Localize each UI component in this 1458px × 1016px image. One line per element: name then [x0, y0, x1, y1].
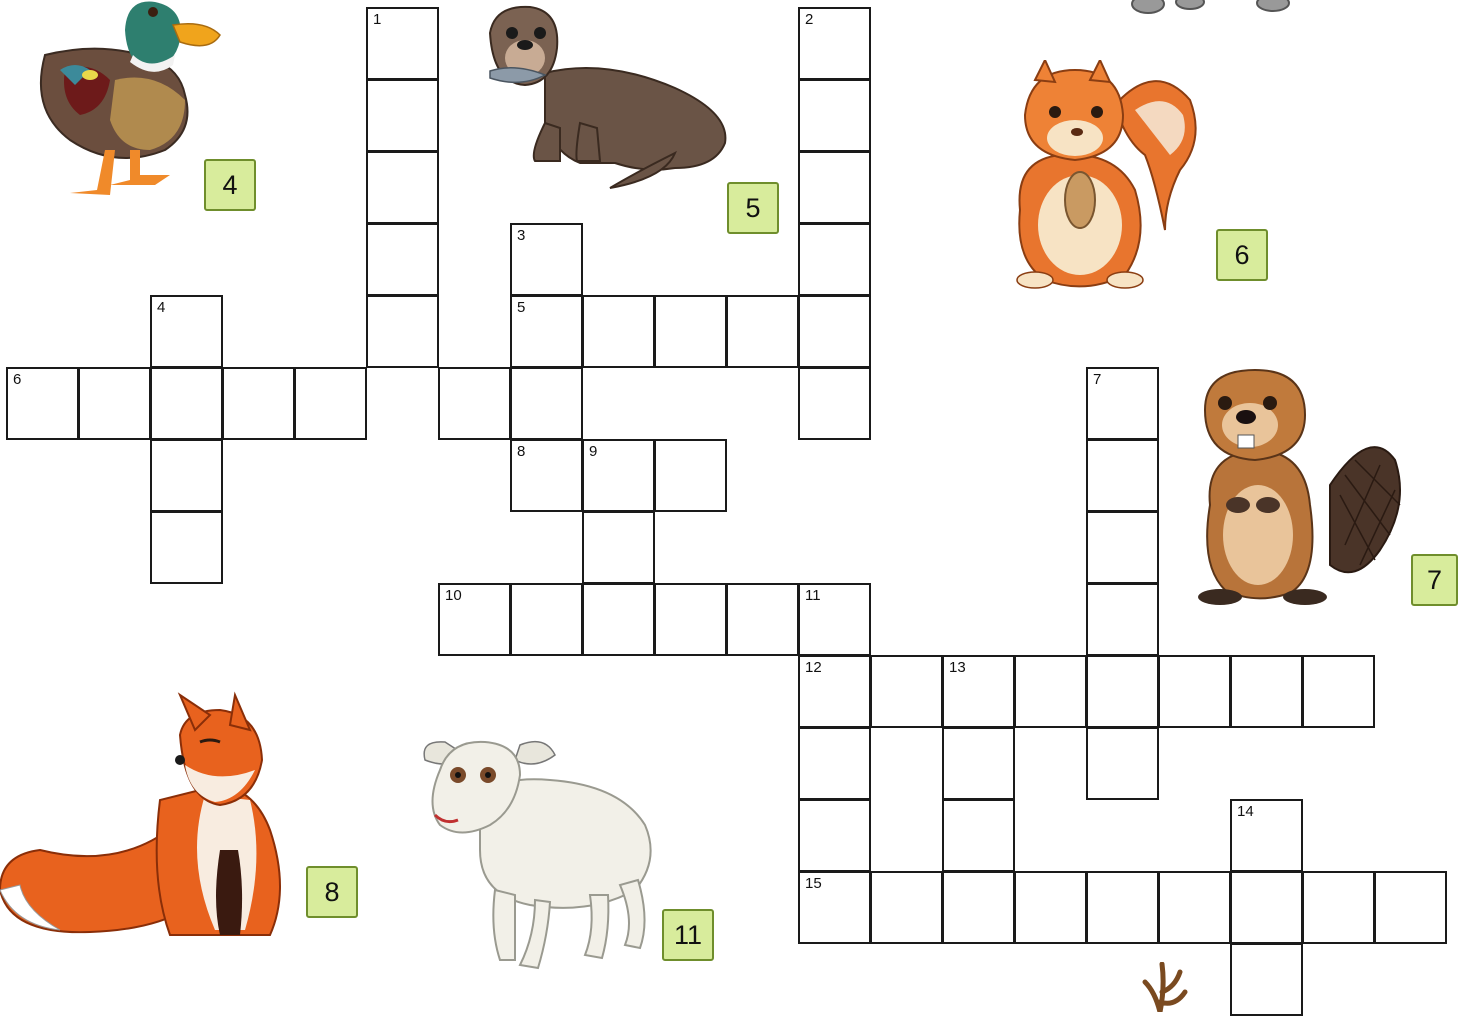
grid-cell[interactable]: [798, 367, 871, 440]
grid-cell[interactable]: [150, 511, 223, 584]
clue-number: 6: [13, 371, 22, 388]
grid-cell[interactable]: [1014, 871, 1087, 944]
grid-cell[interactable]: [798, 655, 871, 728]
grid-cell[interactable]: [438, 367, 511, 440]
grid-cell[interactable]: [798, 7, 871, 80]
grid-cell[interactable]: [1302, 655, 1375, 728]
grid-cell[interactable]: [582, 295, 655, 368]
clue-number: 15: [805, 875, 822, 892]
clue-number: 11: [805, 587, 821, 604]
clue-number: 2: [805, 11, 814, 28]
clue-number: 3: [517, 227, 526, 244]
grid-cell[interactable]: [510, 583, 583, 656]
grid-cell[interactable]: [942, 727, 1015, 800]
grid-cell[interactable]: [150, 367, 223, 440]
grid-cell[interactable]: [870, 655, 943, 728]
grid-cell[interactable]: [798, 295, 871, 368]
grid-cell[interactable]: [726, 295, 799, 368]
grid-cell[interactable]: [1086, 583, 1159, 656]
grid-cell[interactable]: [222, 367, 295, 440]
grid-cell[interactable]: [1230, 871, 1303, 944]
clue-number: 8: [517, 443, 526, 460]
grid-cell[interactable]: [1230, 655, 1303, 728]
clue-number: 10: [445, 587, 462, 604]
clue-number: 14: [1237, 803, 1254, 820]
grid-cell[interactable]: [6, 367, 79, 440]
grid-cell[interactable]: [366, 223, 439, 296]
grid-cell[interactable]: [1158, 655, 1231, 728]
animal-feet-icon: [1128, 0, 1298, 16]
grid-cell[interactable]: [1230, 799, 1303, 872]
grid-cell[interactable]: [1086, 727, 1159, 800]
clue-badge-6: 6: [1216, 229, 1268, 281]
sheep-icon: [420, 730, 660, 975]
clue-number: 5: [517, 299, 526, 316]
grid-cell[interactable]: [510, 223, 583, 296]
antler-icon: [1140, 962, 1190, 1012]
grid-cell[interactable]: [798, 223, 871, 296]
grid-cell[interactable]: [1086, 367, 1159, 440]
squirrel-icon: [1005, 60, 1200, 295]
grid-cell[interactable]: [366, 79, 439, 152]
clue-badge-4: 4: [204, 159, 256, 211]
grid-cell[interactable]: [582, 511, 655, 584]
otter-icon: [485, 3, 735, 193]
clue-number: 9: [589, 443, 598, 460]
grid-cell[interactable]: [294, 367, 367, 440]
clue-number: 13: [949, 659, 966, 676]
grid-cell[interactable]: [798, 79, 871, 152]
grid-cell[interactable]: [510, 367, 583, 440]
grid-cell[interactable]: [510, 439, 583, 512]
clue-number: 4: [157, 299, 166, 316]
clue-badge-7: 7: [1411, 554, 1458, 606]
clue-badge-11: 11: [662, 909, 714, 961]
grid-cell[interactable]: [726, 583, 799, 656]
grid-cell[interactable]: [654, 439, 727, 512]
grid-cell[interactable]: [1230, 943, 1303, 1013]
grid-cell[interactable]: [942, 871, 1015, 944]
grid-cell[interactable]: [150, 295, 223, 368]
beaver-icon: [1180, 365, 1410, 610]
clue-number: 12: [805, 659, 822, 676]
clue-badge-5: 5: [727, 182, 779, 234]
clue-number: 7: [1093, 371, 1102, 388]
grid-cell[interactable]: [366, 295, 439, 368]
grid-cell[interactable]: [1158, 871, 1231, 944]
grid-cell[interactable]: [1302, 871, 1375, 944]
grid-cell[interactable]: [870, 871, 943, 944]
grid-cell[interactable]: [1086, 871, 1159, 944]
grid-cell[interactable]: [654, 583, 727, 656]
grid-cell[interactable]: [654, 295, 727, 368]
duck-icon: [35, 0, 230, 200]
grid-cell[interactable]: [798, 727, 871, 800]
grid-cell[interactable]: [582, 583, 655, 656]
grid-cell[interactable]: [1374, 871, 1447, 944]
fox-icon: [0, 690, 290, 945]
grid-cell[interactable]: [78, 367, 151, 440]
grid-cell[interactable]: [1086, 655, 1159, 728]
clue-number: 1: [373, 11, 382, 28]
grid-cell[interactable]: [510, 295, 583, 368]
grid-cell[interactable]: [942, 799, 1015, 872]
grid-cell[interactable]: [582, 439, 655, 512]
grid-cell[interactable]: [1086, 439, 1159, 512]
grid-cell[interactable]: [1086, 511, 1159, 584]
clue-badge-8: 8: [306, 866, 358, 918]
grid-cell[interactable]: [150, 439, 223, 512]
grid-cell[interactable]: [366, 151, 439, 224]
grid-cell[interactable]: [798, 799, 871, 872]
grid-cell[interactable]: [1014, 655, 1087, 728]
grid-cell[interactable]: [798, 871, 871, 944]
grid-cell[interactable]: [438, 583, 511, 656]
grid-cell[interactable]: [366, 7, 439, 80]
grid-cell[interactable]: [798, 583, 871, 656]
grid-cell[interactable]: [798, 151, 871, 224]
grid-cell[interactable]: [942, 655, 1015, 728]
